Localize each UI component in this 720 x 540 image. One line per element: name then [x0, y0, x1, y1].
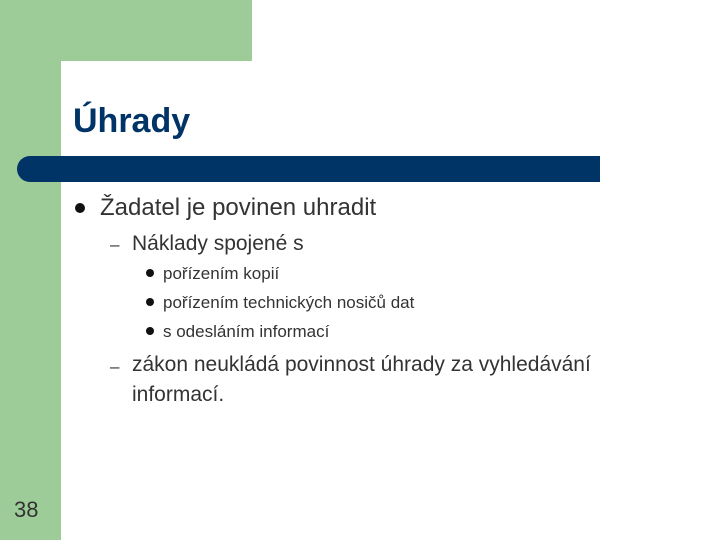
- bullet-main: Žadatel je povinen uhradit: [100, 194, 377, 221]
- sub-bullet-law-line1: zákon neukládá povinnost úhrady za vyhledávání: [132, 353, 591, 376]
- dash-marker: –: [110, 235, 120, 254]
- sub-sub-item-copies: pořízením kopií: [163, 264, 280, 283]
- bullet-dot-icon: [146, 269, 154, 277]
- bullet-dot-icon: [146, 327, 154, 335]
- sub-sub-item-sending: s odesláním informací: [163, 322, 330, 341]
- sub-bullet-law-line2: informací.: [132, 383, 225, 406]
- title-underline-bar: [17, 156, 600, 182]
- dash-marker: –: [110, 357, 120, 376]
- sub-bullet-costs: Náklady spojené s: [132, 232, 304, 255]
- decor-green-sidebar: [0, 0, 61, 540]
- bullet-dot-icon: [75, 203, 85, 213]
- slide-title: Úhrady: [73, 102, 191, 140]
- sub-sub-item-media: pořízením technických nosičů dat: [163, 293, 415, 312]
- bullet-dot-icon: [146, 298, 154, 306]
- slide-number: 38: [14, 497, 39, 522]
